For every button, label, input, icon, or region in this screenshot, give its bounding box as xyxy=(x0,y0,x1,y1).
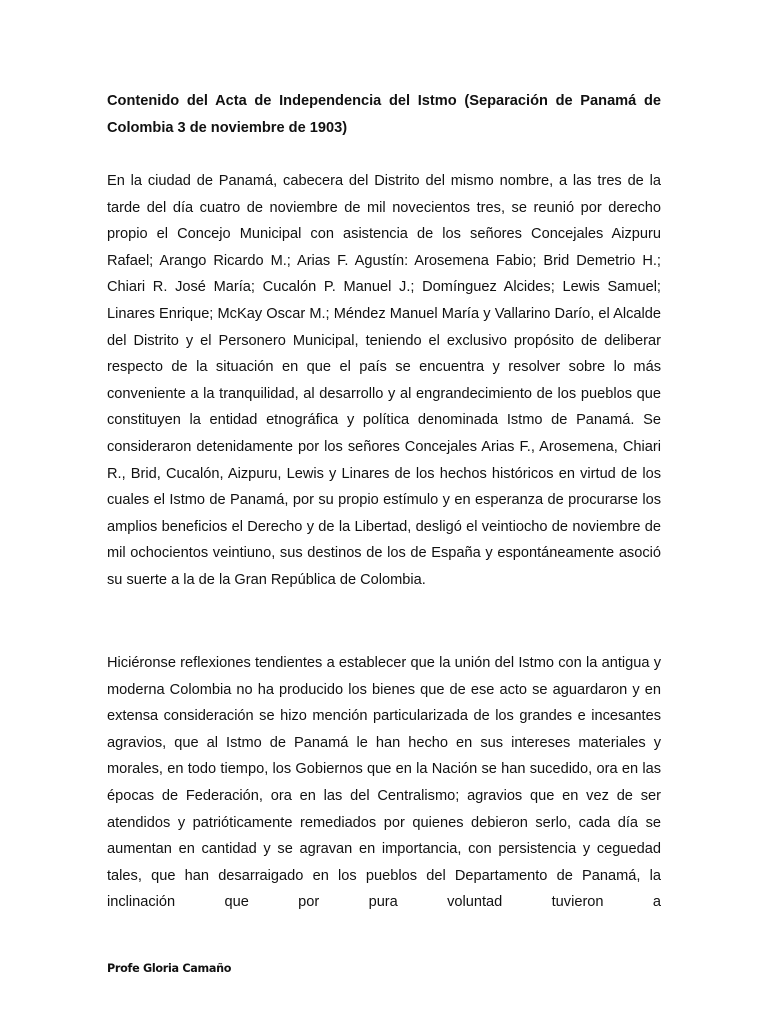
paragraph-2: Hiciéronse reflexiones tendientes a establecer que la unión del Istmo con la antigua y moderna Colombia no ha producido los bienes que de ese acto se aguardaron y en extensa consideración se hizo mención particularizada de los grandes e incesantes agravios, que al Istmo de Panamá le han hecho en sus intereses materiales y morales, en todo tiempo, los Gobiernos que en la Nación se han sucedido, ora en las épocas de Federación, ora en las del Centralismo; agravios que en vez de ser atendidos y patrióticamente remediados por quienes debieron serlo, cada día se aumentan en cantidad y se agravan en importancia, con persistencia y ceguedad tales, que han desarraigado en los pueblos del Departamento de Panamá, la inclinación que por pura voluntad tuvieron a xyxy=(107,655,661,911)
paragraph-1: En la ciudad de Panamá, cabecera del Distrito del mismo nombre, a las tres de la tarde del día cuatro de noviembre de mil novecientos tres, se reunió por derecho propio el Concejo Municipal con asistencia de los señores Concejales Aizpuru Rafael; Arango Ricardo M.; Arias F. Agustín: Arosemena Fabio; Brid Demetrio H.; Chiari R. José María; Cucalón P. Manuel J.; Domínguez Alcides; Lewis Samuel; Linares Enrique; McKay Oscar M.; Méndez Manuel María y Vallarino Darío, el Alcalde del Distrito y el Personero Municipal, teniendo el exclusivo propósito de deliberar respecto de la situación en que el país se encuentra y resolver sobre lo más conveniente a la tranquilidad, al desarrollo y al engrandecimiento de los pueblos que constituyen la entidad etnográfica y política denominada Istmo de Panamá. Se consideraron detenidamente por los señores Concejales Arias F., Arosemena, Chiari R., Brid, Cucalón, Aizpuru, Lewis y Linares de los hechos históricos en virtud de los cuales el Istmo de Panamá, por su propio estímulo y en esperanza de procurarse los amplios beneficios el Derecho y de la Libertad, desligó el veintiocho de noviembre de mil ochocientos veintiuno, sus destinos de los de España y espontáneamente asoció su suerte a la de la Gran República de Colombia. xyxy=(107,173,661,588)
page-footer: Profe Gloria Camaño xyxy=(107,962,232,975)
document-title: Contenido del Acta de Independencia del Istmo (Separación de Panamá de Colombia 3 de noviembre de 1903) xyxy=(107,93,661,136)
